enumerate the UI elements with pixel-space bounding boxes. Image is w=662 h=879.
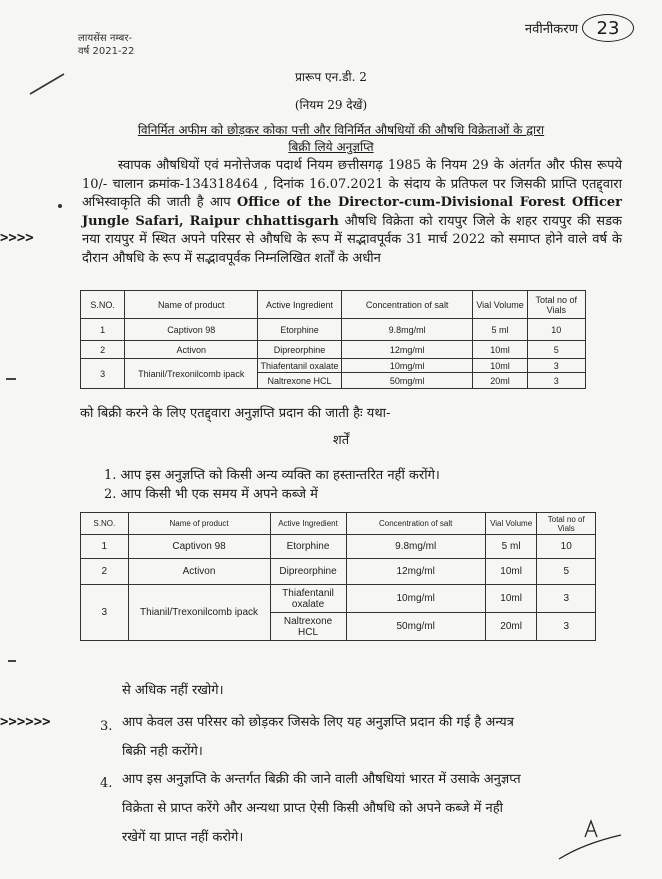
paragraph-part1: स्वापक औषधियों एवं मनोत्तेजक पदार्थ नियम छत्तीसगढ़ 1985 के नियम 29 के अंतर्गत और फीस रूपये 10/- चालान क्रमांक-134318464 , दिनांक 16.07.2021 के संदाय के प्रतिफल पर जिसकी प्राप्ति एतद्द्वारा अभिस्वाकृति की जाती है आप [82, 158, 622, 211]
table-row [81, 535, 596, 559]
cell-volume: 10ml [473, 359, 527, 373]
year-label: वर्ष 2021-22 [78, 46, 135, 57]
products-table-2 [80, 512, 596, 641]
margin-arrows-1: >>>> [0, 230, 34, 246]
cell-sno: 1 [81, 319, 125, 341]
cell-total: 3 [537, 585, 596, 613]
cell-total: 5 [537, 559, 596, 585]
products-table-1 [80, 290, 586, 389]
cell-ingredient: Thiafentanil oxalate [270, 585, 346, 613]
condition-4-line-1: आप इस अनुज्ञप्ति के अन्तर्गत बिक्री की जाने वाली औषधियां भारत में उसाके अनुज्ञप्त [122, 772, 521, 787]
form-title: विनिर्मित अफीम को छोड़कर कोका पत्ती और विनिर्मित औषधियों की औषधि विक्रेताओं के द्वारा [137, 123, 545, 137]
cell-concentration: 50mg/ml [341, 373, 473, 389]
cell-ingredient: Etorphine [258, 319, 342, 341]
margin-dash [8, 660, 16, 662]
table-row [81, 359, 586, 373]
cell-total: 10 [527, 319, 585, 341]
table-row [81, 585, 596, 613]
after-table-text: को बिक्री करने के लिए एतद्द्वारा अनुज्ञप्ति प्रदान की जाती हैः यथा- [80, 406, 391, 421]
cell-volume: 5 ml [485, 535, 537, 559]
condition-4-line-2: विक्रेता से प्राप्त करेंगे और अन्यथा प्राप्त ऐसी किसी औषधि को अपने कब्जे में नही [122, 801, 504, 816]
cell-volume: 20ml [473, 373, 527, 389]
form-subtitle: बिक्री लिये अनुज्ञप्ति [288, 140, 374, 154]
table-header-row [81, 513, 596, 535]
page-number: 23 [596, 17, 620, 39]
col-header-product: Name of product [128, 513, 270, 535]
bullet-dot [58, 204, 62, 208]
signature-mark [555, 815, 625, 865]
renewal-mark [525, 14, 634, 42]
cell-sno: 2 [81, 559, 129, 585]
cell-concentration: 50mg/ml [346, 613, 485, 641]
table-row [81, 319, 586, 341]
cell-volume: 5 ml [473, 319, 527, 341]
col-header-total: Total no of Vials [537, 513, 596, 535]
license-header [78, 32, 134, 58]
cell-sno: 1 [81, 535, 129, 559]
col-header-sno: S.NO. [81, 513, 129, 535]
page-number-circle [582, 14, 634, 42]
after-table-2-text: से अधिक नहीं रखोगे। [122, 683, 224, 698]
col-header-concentration: Concentration of salt [341, 291, 473, 319]
col-header-ingredient: Active Ingredient [258, 291, 342, 319]
conditions-heading: शर्तें [332, 433, 350, 448]
cell-concentration: 12mg/ml [346, 559, 485, 585]
cell-ingredient: Naltrexone HCL [258, 373, 342, 389]
col-header-total: Total no of Vials [527, 291, 585, 319]
cell-total: 3 [527, 359, 585, 373]
margin-dash [6, 378, 16, 380]
main-paragraph [82, 157, 622, 269]
paragraph-part2: औषधि विक्रेता को रायपुर जिले के शहर रायपुर की सडक नया रायपुर में स्थित अपने परिसर से औषधि के रूप में सद्भावपूर्वक 31 मार्च 2022 को समाप्त होने वाले वर्ष के दौरान औषधि के रूप में सद्भावपूर्वक निम्नलिखित शर्तों के अधीन [82, 213, 623, 266]
license-no-label: लायसेंस नम्बर- [78, 33, 133, 44]
cell-sno: 3 [81, 585, 129, 641]
condition-2: 2. आप किसी भी एक समय में अपने कब्जे में [104, 487, 318, 502]
cell-volume: 10ml [473, 341, 527, 359]
col-header-concentration: Concentration of salt [346, 513, 485, 535]
table-row [81, 341, 586, 359]
condition-3-line-1: आप केवल उस परिसर को छोड़कर जिसके लिए यह अनुज्ञप्ति प्रदान की गई है अन्यत्र [122, 715, 514, 730]
cell-concentration: 10mg/ml [341, 359, 473, 373]
col-header-sno: S.NO. [81, 291, 125, 319]
cell-volume: 20ml [485, 613, 537, 641]
cell-product: Activon [128, 559, 270, 585]
form-number: प्रारूप एन.डी. 2 [295, 70, 367, 84]
condition-4-number: 4. [100, 776, 113, 791]
cell-volume: 10ml [485, 559, 537, 585]
cell-sno: 3 [81, 359, 125, 389]
cell-total: 3 [527, 373, 585, 389]
col-header-volume: Vial Volume [473, 291, 527, 319]
cell-product: Thianil/Trexonilcomb ipack [125, 359, 258, 389]
cell-product: Captivon 98 [128, 535, 270, 559]
cell-total: 10 [537, 535, 596, 559]
col-header-ingredient: Active Ingredient [270, 513, 346, 535]
cell-volume: 10ml [485, 585, 537, 613]
condition-3-number: 3. [100, 719, 113, 734]
table-header-row [81, 291, 586, 319]
cell-product: Activon [125, 341, 258, 359]
licensee-name: Office of the Director-cum-Divisional Forest Officer Jungle Safari, Raipur chhattisgarh [82, 195, 622, 229]
renewal-label: नवीनीकरण [524, 22, 578, 37]
cell-concentration: 12mg/ml [341, 341, 473, 359]
cell-ingredient: Dipreorphine [270, 559, 346, 585]
cell-ingredient: Naltrexone HCL [270, 613, 346, 641]
cell-product: Thianil/Trexonilcomb ipack [128, 585, 270, 641]
cell-ingredient: Etorphine [270, 535, 346, 559]
col-header-product: Name of product [125, 291, 258, 319]
rule-reference: (नियम 29 देखें) [294, 98, 368, 112]
cell-product: Captivon 98 [125, 319, 258, 341]
col-header-volume: Vial Volume [485, 513, 537, 535]
condition-4-line-3: रखेगें या प्राप्त नहीं करोगे। [122, 830, 244, 845]
condition-1: 1. आप इस अनुज्ञप्ति को किसी अन्य व्यक्ति का हस्तान्तरित नहीं करोंगे। [104, 468, 440, 483]
cell-concentration: 9.8mg/ml [346, 535, 485, 559]
cell-ingredient: Dipreorphine [258, 341, 342, 359]
cell-total: 3 [537, 613, 596, 641]
margin-arrows-2: >>>>>> [0, 714, 51, 730]
table-row [81, 559, 596, 585]
cell-total: 5 [527, 341, 585, 359]
cell-concentration: 10mg/ml [346, 585, 485, 613]
cell-sno: 2 [81, 341, 125, 359]
condition-3-line-2: बिक्री नही करोंगे। [122, 744, 203, 759]
cell-ingredient: Thiafentanil oxalate [258, 359, 342, 373]
cell-concentration: 9.8mg/ml [341, 319, 473, 341]
